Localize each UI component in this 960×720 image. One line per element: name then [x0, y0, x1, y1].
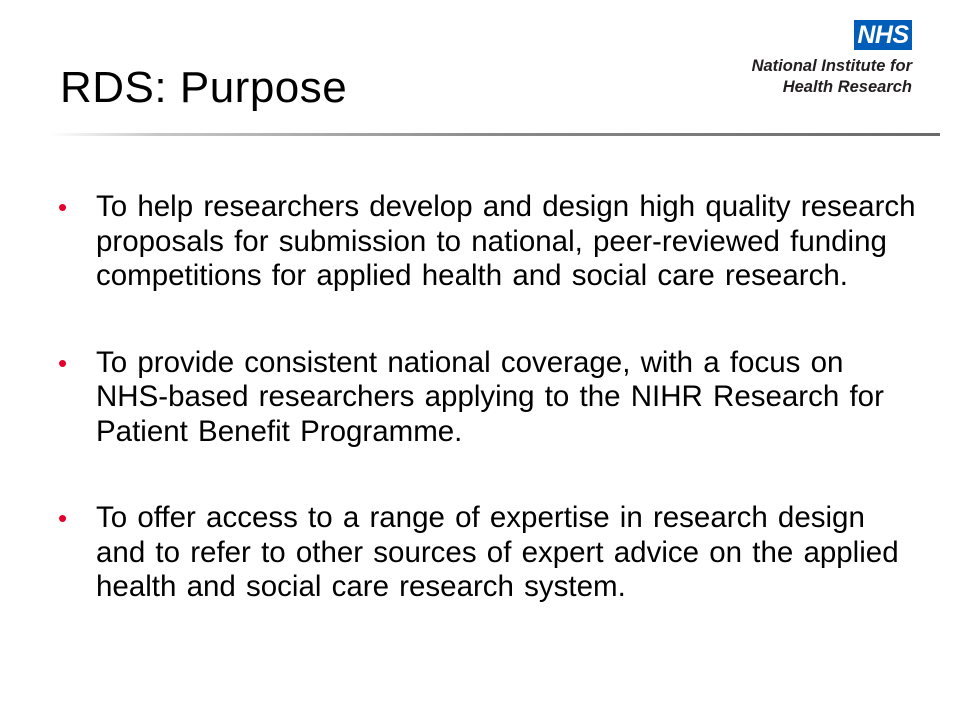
bullet-text: To help researchers develop and design high quality research proposals for submission to national, peer-reviewed funding competitions for applied health and social care research. [96, 190, 916, 292]
bullet-list [58, 190, 920, 657]
bullet-text: To provide consistent national coverage, with a focus on NHS-based researchers applying to the NIHR Research for Patient Benefit Programme. [96, 345, 884, 448]
slide-title: RDS: Purpose [60, 63, 348, 112]
bullet-item [58, 501, 920, 605]
logo-org-name [737, 56, 912, 98]
bullet-marker: • [58, 347, 68, 378]
logo-line-1: National Institute for [751, 57, 912, 75]
nihr-logo [737, 20, 912, 112]
title-divider [50, 133, 940, 136]
bullet-marker: • [58, 503, 68, 533]
bullet-text: To offer access to a range of expertise in research design and to refer to other sources of expert advice on the applied health and social care research system. [96, 501, 899, 603]
logo-line-2: Health Research [782, 78, 912, 96]
bullet-marker: • [58, 192, 68, 222]
nhs-badge: NHS [854, 20, 912, 50]
bullet-item [58, 346, 920, 450]
bullet-item [58, 190, 920, 294]
